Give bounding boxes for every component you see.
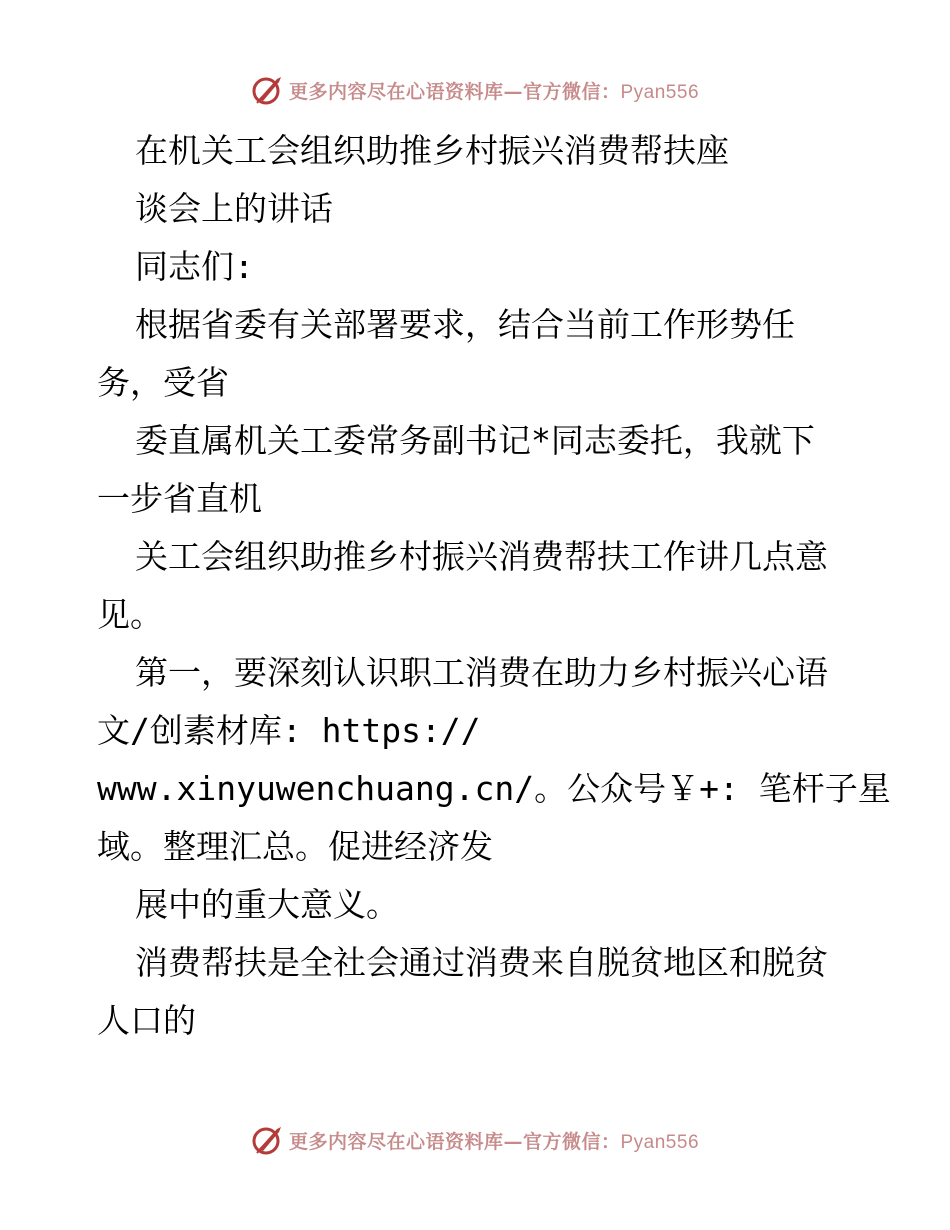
text-line: 文/创素材库: https:// <box>97 711 481 750</box>
text-line: 见。 <box>97 595 163 634</box>
header-banner <box>0 70 950 110</box>
text-line: 委直属机关工委常务副书记*同志委托，我就下 <box>135 421 815 460</box>
text-line: 在机关工会组织助推乡村振兴消费帮扶座 <box>135 131 729 170</box>
text-line: www.xinyuwenchuang.cn/。公众号￥+: 笔杆子星 <box>97 769 891 808</box>
text-line: 一步省直机 <box>97 479 262 518</box>
text-line: 消费帮扶是全社会通过消费来自脱贫地区和脱贫 <box>135 943 828 982</box>
text-line: 关工会组织助推乡村振兴消费帮扶工作讲几点意 <box>135 537 828 576</box>
text-line: 务，受省 <box>97 363 229 402</box>
quill-logo-icon <box>251 73 285 107</box>
banner-text <box>289 1127 699 1154</box>
footer-banner <box>0 1120 950 1160</box>
text-line: 根据省委有关部署要求，结合当前工作形势任 <box>135 305 795 344</box>
document-body <box>97 122 897 1050</box>
text-line: 人口的 <box>97 1001 196 1040</box>
text-line: 同志们: <box>135 247 254 286</box>
banner-text <box>289 77 699 104</box>
banner-wechat-id: Pyan556 <box>620 81 700 103</box>
quill-logo-icon <box>251 1123 285 1157</box>
text-line: 展中的重大意义。 <box>135 885 399 924</box>
text-line: 谈会上的讲话 <box>135 189 333 228</box>
banner-prefix: 更多内容尽在心语资料库—官方微信： <box>288 1130 621 1153</box>
text-line: 第一，要深刻认识职工消费在助力乡村振兴心语 <box>135 653 828 692</box>
banner-prefix: 更多内容尽在心语资料库—官方微信： <box>288 80 621 103</box>
text-line: 域。整理汇总。促进经济发 <box>97 827 493 866</box>
banner-wechat-id: Pyan556 <box>620 1131 700 1153</box>
